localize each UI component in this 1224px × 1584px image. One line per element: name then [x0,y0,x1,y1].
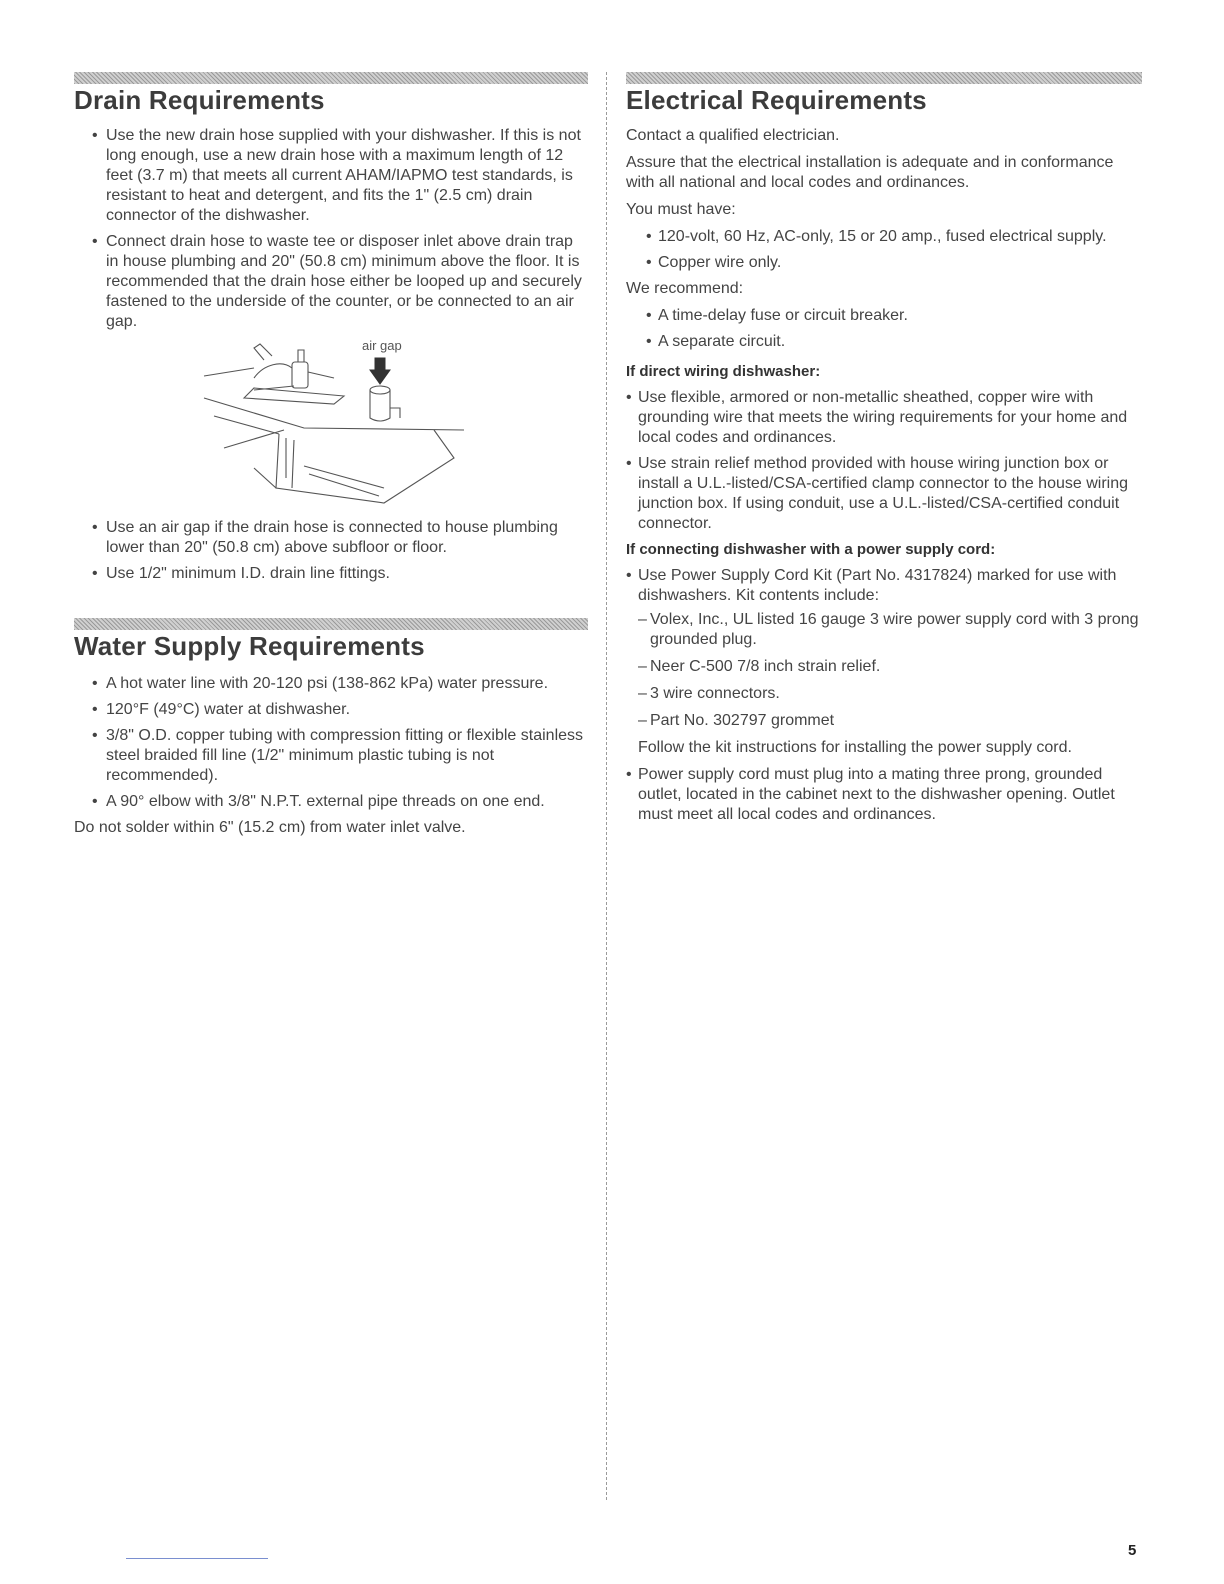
right-column [626,72,1142,831]
left-column [74,72,588,845]
water-supply-requirements-section [74,618,588,838]
power-cord-heading: If connecting dishwasher with a power supply cord: [626,541,996,558]
list-item: • Connect drain hose to waste tee or disposer inlet above drain trap in house plumbing and 20" (50.8 cm) minimum above the floor. It is recommended that the drain hose either be looped up and securely fastened to the underside of the counter, or be connected to an air gap. [74,232,588,332]
column-divider [606,72,607,1500]
list-item: • A separate circuit. [626,332,1142,352]
page-number: 5 [1128,1542,1137,1559]
section-header-bar [74,72,588,84]
direct-wiring-list [626,388,1142,534]
drain-requirements-title: Drain Requirements [74,85,325,115]
must-have-label: You must have: [626,201,736,218]
power-cord-kit-text: Use Power Supply Cord Kit (Part No. 4317824) marked for use with dishwashers. Kit contents include: [638,567,1117,604]
kit-item: – Part No. 302797 grommet [638,711,1142,731]
must-have-list [626,227,1142,273]
intro-text: Contact a qualified electrician. [626,127,840,144]
list-item: • 120-volt, 60 Hz, AC-only, 15 or 20 amp., fused electrical supply. [626,227,1142,247]
list-item: • Use strain relief method provided with house wiring junction box or install a U.L.-listed/CSA-certified clamp connector to the house wiring junction box. If using conduit, use a U.L.-listed/CSA-certified conduit connector. [626,454,1142,534]
section-header-bar [626,72,1142,84]
intro-text: Assure that the electrical installation is adequate and in conformance with all national and local codes and ordinances. [626,154,1114,191]
direct-wiring-heading: If direct wiring dishwasher: [626,363,821,380]
water-note: Do not solder within 6" (15.2 cm) from water inlet valve. [74,819,466,836]
kit-item: – 3 wire connectors. [638,684,1142,704]
water-supply-requirements-title: Water Supply Requirements [74,631,425,661]
kit-item: – Neer C-500 7/8 inch strain relief. [638,657,1142,677]
sink-air-gap-drawing [194,338,494,508]
kit-item: – Volex, Inc., UL listed 16 gauge 3 wire power supply cord with 3 prong grounded plug. [638,610,1142,650]
list-item: • 3/8" O.D. copper tubing with compression fitting or flexible stainless steel braided fill line (1/2" minimum plastic tubing is not recommended). [74,726,588,786]
electrical-requirements-title: Electrical Requirements [626,85,927,115]
list-item: • Copper wire only. [626,253,1142,273]
list-item: • A time-delay fuse or circuit breaker. [626,306,1142,326]
list-item: • A hot water line with 20-120 psi (138-862 kPa) water pressure. [74,674,588,694]
drain-requirements-section [74,72,588,584]
air-gap-illustration [194,338,494,508]
list-item: • Use 1/2" minimum I.D. drain line fittings. [74,564,588,584]
list-item: • Use flexible, armored or non-metallic sheathed, copper wire with grounding wire that meets the wiring requirements for your home and local codes and ordinances. [626,388,1142,448]
kit-follow-text: Follow the kit instructions for installing the power supply cord. [638,739,1072,756]
recommend-list [626,306,1142,352]
footer-rule [126,1558,268,1559]
electrical-requirements-section [626,72,1142,825]
power-cord-list [626,566,1142,825]
water-bullets [74,674,588,812]
air-gap-label: air gap [362,338,402,353]
list-item: • 120°F (49°C) water at dishwasher. [74,700,588,720]
drain-bullets-after [74,518,588,584]
list-item [626,566,1142,758]
list-item: • A 90° elbow with 3/8" N.P.T. external pipe threads on one end. [74,792,588,812]
list-item: • Use an air gap if the drain hose is connected to house plumbing lower than 20" (50.8 cm) above subfloor or floor. [74,518,588,558]
drain-bullets [74,126,588,332]
list-item: • Power supply cord must plug into a mating three prong, grounded outlet, located in the cabinet next to the dishwasher opening. Outlet must meet all local codes and ordinances. [626,765,1142,825]
list-item: • Use the new drain hose supplied with your dishwasher. If this is not long enough, use a new drain hose with a maximum length of 12 feet (3.7 m) that meets all current AHAM/IAPMO test standards, is resistant to heat and detergent, and fits the 1" (2.5 cm) drain connector of the dishwasher. [74,126,588,226]
section-header-bar [74,618,588,630]
kit-contents-list [638,610,1142,731]
recommend-label: We recommend: [626,280,744,297]
